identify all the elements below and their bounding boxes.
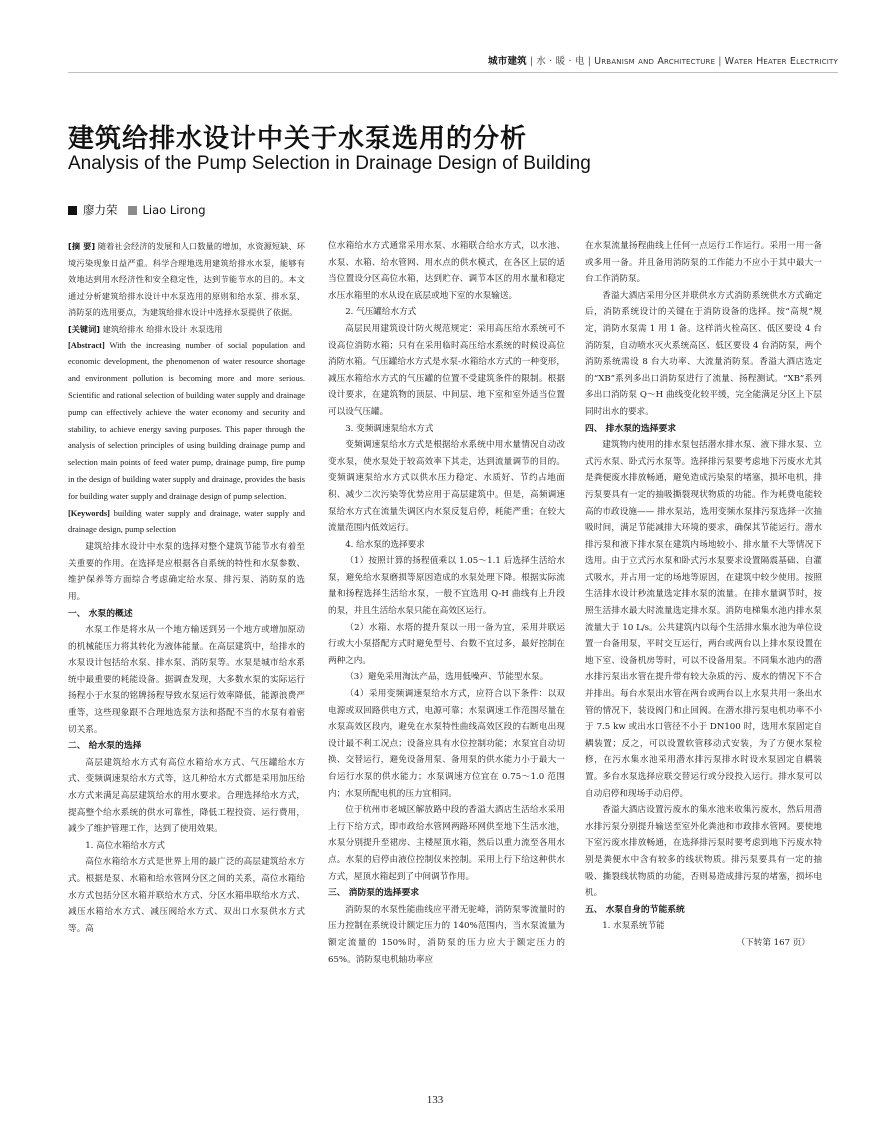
abstract-cn-text: 随着社会经济的发展和人口数量的增加，水资源短缺、环境污染现象日益严重。科学合理地选用建筑给排水水泵，能够有效地达到用水经济性和安全稳定性，达到节能节水的目的。本文通过分析建筑给排水设计中水泵选用的原则和给水泵、排水泵、消防泵的选用要点，为建筑给排水设计中选择水泵提供了依据。 — [68, 241, 305, 318]
text-column-3 — [585, 238, 822, 1094]
abstract-en — [68, 338, 305, 506]
section-category: 水 · 暖 · 电 — [536, 56, 585, 67]
body-paragraph: 位于杭州市老城区解放路中段的香溢大酒店生活给水采用上行下给方式，即市政给水管网两路环网供至地下生活水池，水泵分别提升至裙房、主楼屋顶水箱，然后以重力流至各用水点。水泵的启停由液位控制仪来控制。采用上行下给这种供水方式，屋顶水箱起到了中间调节作用。 — [328, 805, 565, 882]
journal-english-name: Urbanism and Architecture — [594, 56, 716, 67]
section-heading: 四、 排水泵的选择要求 — [585, 423, 677, 434]
subsection-heading: 3. 变频调速泵给水方式 — [345, 423, 434, 434]
article-title-en: Analysis of the Pump Selection in Drainage Design of Building — [68, 153, 591, 174]
body-paragraph: 消防泵的水泵性能曲线应平滑无驼峰，消防泵零流量时的压力控制在系统设计额定压力的 140%范围内，当水泵流量为额定流量的 150%时，消防泵的压力应大于额定压力的 65%。消防泵电机轴功率应 — [328, 904, 565, 965]
abstract-cn-label: [摘 要] — [68, 241, 96, 251]
square-bullet-icon — [128, 206, 137, 215]
body-paragraph: 建筑给排水设计中水泵的选择对整个建筑节能节水有着至关重要的作用。在选择是应根据各自系统的特性和水泵参数、维护保养等方面综合考虑确定给水泵、排污泵、消防泵的选用。 — [68, 542, 305, 602]
subsection-heading: 1. 水泵系统节能 — [602, 921, 665, 932]
author-name-cn: 廖力荣 — [83, 203, 118, 217]
article-title-cn: 建筑给排水设计中关于水泵选用的分析 — [68, 124, 528, 154]
header-rule — [68, 72, 838, 73]
section-heading: 五、 水泵自身的节能系统 — [585, 904, 685, 915]
text-column-2 — [328, 238, 565, 1094]
abstract-en-label: [Abstract] — [68, 340, 105, 350]
author-name-en: Liao Lirong — [142, 203, 206, 217]
journal-name: 城市建筑 — [488, 56, 527, 67]
subsection-heading: 4. 给水泵的选择要求 — [345, 539, 425, 550]
running-head: 城市建筑 | 水 · 暖 · 电 | Urbanism and Architecture | Water Heater Electricity — [488, 56, 838, 67]
subsection-heading: 1. 高位水箱给水方式 — [85, 840, 165, 851]
keywords-en-text: building water supply and drainage, water supply and drainage design, pump selection — [68, 508, 305, 535]
body-paragraph: （2）水箱、水塔的提升泵以一用一备为宜，采用并联运行或大小泵搭配方式时避免型号、台数不宜过多，最好控制在两种之内。 — [328, 622, 565, 666]
section-heading: 一、 水泵的概述 — [68, 608, 133, 619]
keywords-cn-text: 建筑给排水 给排水设计 水泵选用 — [102, 323, 223, 334]
section-english-name: Water Heater Electricity — [724, 56, 838, 67]
body-paragraph: 高层民用建筑设计防火规范规定：采用高压给水系统可不设高位消防水箱；只有在采用临时高压给水系统的时候设高位消防水箱。气压罐给水方式是水泵-水箱给水方式的一种变形，减压水箱给水方式的气压罐的位置不受建筑条件的限制。根据设计要求，在建筑物的顶层、中间层、地下室和室外适当位置可以设气压罐。 — [328, 323, 565, 417]
body-paragraph: 香溢大酒店设置污废水的集水池来收集污废水，然后用潜水排污泵分别提升输送至室外化粪池和市政排水管网。要使地下室污废水排放畅通，在选择排污泵时要考虑到地下污废水特别是粪便水中含有较多的线状物质。排污泵要具有一定的抽吸、撕裂线状物质的功能，否则易造成排污泵的堵塞，损坏电机。 — [585, 805, 822, 899]
body-paragraph: 在水泵流量扬程曲线上任何一点运行工作运行。采用一用一备或多用一备。并且备用消防泵的工作能力不应小于其中最大一台工作消防泵。 — [585, 241, 822, 285]
square-bullet-icon — [68, 206, 77, 215]
continued-note: （下转第 167 页） — [736, 937, 810, 948]
keywords-cn — [68, 321, 305, 338]
body-paragraph: （4）采用变频调速泵给水方式，应符合以下条件：以双电源或双回路供电方式，电源可靠；水泵调速工作范围尽量在水泵高效区段内，避免在水泵特性曲线高效区段的右断电出现设计最不利工况点；设备应具有水位控制功能；水泵宜自动切换、交替运行，避免设备用泵、备用泵的供水能力小于最大一台运行水泵的供水能力；水泵调速方位宜在 0.75～1.0 范围内；水泵所配电机的压力宜相同。 — [328, 689, 565, 799]
body-paragraph: 高层建筑给水方式有高位水箱给水方式、气压罐给水方式、变频调速泵给水方式等，这几种给水方式都是采用加压给水方式来满足高层建筑给水的用水要求。合理选择给水方式，提高整个给水系统的供水可靠性，降低工程投资、运行费用，减少了维护管理工作，达到了使用效果。 — [68, 757, 305, 835]
keywords-en — [68, 506, 305, 540]
section-heading: 二、 给水泵的选择 — [68, 741, 142, 752]
body-paragraph: 水泵工作是将水从一个地方输送到另一个地方或增加原动的机械能压力将其转化为液体能量。在高层建筑中，给排水的水泵设计包括给水泵、排水泵、消防泵等。水泵是城市给水系统中最重要的耗能设备。据调查发现，大多数水泵的实际运行扬程小于水泵的铭牌扬程导致水泵运行效率降低，能源浪费严重等，这些现象跟不合理地选泵方法和搭配不当的水泵有着密切关系。 — [68, 625, 305, 735]
body-paragraph: 香溢大酒店采用分区并联供水方式消防系统供水方式确定后，消防系统设计的关键在于消防设备的选择。按“高规”规定，消防水泵需 1 用 1 备。这样消火栓高区、低区要设 4 台消防泵，自动喷水灭火系统高区、低区要设 4 台消防泵，两个消防系统需设 8 台大功率、大流量消防泵。香溢大酒店选定的“XB”系列多出口消防泵进行了流量、扬程测试。“XB”系列多出口消防泵 Q～H 曲线变化较平缓，完全能满足分区上下层同时出水的要求。 — [585, 290, 822, 417]
body-paragraph: 变频调速泵给水方式是根据给水系统中用水量情况自动改变水泵，使水泵处于较高效率下其走，达到流量调节的目的。变频调速泵给水方式以供水压力稳定、水质好、节约占地面积、减少二次污染等优势应用于高层建筑中。但是，高频调速泵给水方式在流量失调区内水泵反复启停，耗能严重；在较大流量范围内低效运行。 — [328, 440, 565, 534]
author-line — [68, 202, 206, 218]
keywords-en-label: [Keywords] — [68, 508, 110, 518]
body-paragraph: （3）避免采用淘汰产品，选用低噪声、节能型水泵。 — [345, 672, 549, 683]
body-paragraph: 高位水箱给水方式是世界上用的最广泛的高层建筑给水方式。根据是泵、水箱和给水管网分区之间的关系，高位水箱给水方式包括分区水箱并联给水方式、分区水箱串联给水方式、减压水箱给水方式、减压阀给水方式、双出口水泵供水方式等。高 — [68, 857, 305, 934]
text-column-1 — [68, 238, 305, 1094]
body-paragraph: （1）按照计算的扬程值乘以 1.05～1.1 后选择生活给水泵，避免给水泵磨损等原因造成的水泵处理下降。根据实际流量和扬程选择生活给水泵，一般不宜选用 Q-H 曲线有上升段的泵，并且生活给水泵只能在高效区运行。 — [328, 556, 565, 617]
subsection-heading: 2. 气压罐给水方式 — [345, 307, 417, 318]
body-paragraph: 位水箱给水方式通常采用水泵、水箱联合给水方式，以水池、水泵、水箱、给水管网、用水点的供水模式，在各区上层的适当位置设分区高位水箱，达到贮存、调节本区的用水量和稳定水压水箱里的水从设在底层或地下室的水泵输送。 — [328, 241, 565, 301]
section-heading: 三、 消防泵的选择要求 — [328, 888, 420, 899]
keywords-cn-label: [关键词] — [68, 323, 101, 334]
abstract-cn — [68, 238, 305, 321]
page-number: 133 — [426, 1094, 444, 1106]
body-paragraph: 建筑物内使用的排水泵包括潜水排水泵、液下排水泵、立式污水泵、卧式污水泵等。选择排污泵要考虑地下污废水尤其是粪便废水排放畅通，避免造成污染泵的堵塞，损坏电机，排污泵要具有一定的抽吸撕裂现状物质的功能。作为耗费电能较高的市政设施—— 排水泵站，选用变频水泵排污泵选择一次抽吸时间，满足节能减排大环境的要求，确保其节能运行。潜水排污泵和液下排水泵在建筑内场地较小、排水量不大等情况下选用。由于立式污水泵和卧式污水泵要求设置隔震基础、自灌式吸水，并占用一定的场地等原因，在建筑中较少使用。按照生活排水设计秒流量选定排水泵的流量。在排水量调节时，按照生活排水最大时流量选定排水泵。消防电梯集水池内排水泵流量大于 10 L/s。公共建筑内以每个生活排水集水池为单位设置一台备用泵，平时交互运行，两台或两台以上排水泵设置在地下室、设备机房等时，可以不设备用泵。不同集水池内的潜水排污泵出水管在提升带有较大杂质的污、废水的情况下不合并排出。每台水泵出水管在两台或两台以上水泵共用一条出水管的情况下，装设阀门和止回阀。在潜水排污泵电机功率不小于 7.5 kw 或出水口管径不小于 DN100 时，选用水泵固定自耦装置；反之，可以设置软管移动式安装，为了方便水泵检修，在污水集水池采用潜水排污泵排水时设水泵固定自耦装置。多台水泵选择应联交替运行或分段投入运行。排水泵可以自动启停和现场手动启停。 — [585, 440, 822, 799]
abstract-en-text: With the increasing number of social population and economic development, the phenomenon of water resource shortage and environment pollution is becoming more and more serious. Scientific and rational selection of building water supply and drainage pump can effectively achieve the water economy and security and stability, to achieve energy saving purposes. This paper through the analysis of selection principles of using building drainage pump and selection main points of feed water pump, drainage pump, fire pump in the design of building water supply and drainage, provides the basis for building water supply and drainage design of pump selection. — [68, 340, 305, 501]
